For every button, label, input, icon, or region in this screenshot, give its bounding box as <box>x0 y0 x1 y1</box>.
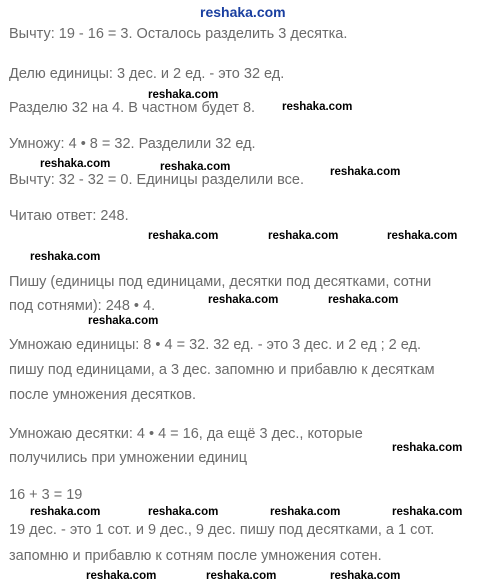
watermark: reshaka.com <box>88 315 159 327</box>
text-line: Умножаю десятки: 4 • 4 = 16, да ещё 3 дес., которые <box>9 426 363 442</box>
watermark: reshaka.com <box>268 230 339 242</box>
watermark: reshaka.com <box>208 294 279 306</box>
watermark: reshaka.com <box>148 230 219 242</box>
watermark: reshaka.com <box>40 158 111 170</box>
watermark: reshaka.com <box>148 89 219 101</box>
watermark: reshaka.com <box>30 506 101 518</box>
text-line: 16 + 3 = 19 <box>9 487 83 503</box>
text-line: Умножу: 4 • 8 = 32. Разделили 32 ед. <box>9 136 256 152</box>
watermark: reshaka.com <box>206 570 277 580</box>
text-line: после умножения десятков. <box>9 387 197 403</box>
watermark-header: reshaka.com <box>200 4 286 20</box>
text-line: Пишу (единицы под единицами, десятки под десятками, сотни <box>9 274 432 290</box>
text-line: пишу под единицами, а 3 дес. запомню и прибавлю к десяткам <box>9 362 435 378</box>
watermark: reshaka.com <box>160 161 231 173</box>
text-line: Вычту: 19 - 16 = 3. Осталось разделить 3 десятка. <box>9 26 348 42</box>
text-line: Разделю 32 на 4. В частном будет 8. <box>9 100 256 116</box>
watermark: reshaka.com <box>282 101 353 113</box>
text-line: 19 дес. - это 1 сот. и 9 дес., 9 дес. пишу под десятками, а 1 сот. <box>9 522 435 538</box>
watermark: reshaka.com <box>392 442 463 454</box>
watermark: reshaka.com <box>387 230 458 242</box>
text-line: Умножаю единицы: 8 • 4 = 32. 32 ед. - это 3 дес. и 2 ед ; 2 ед. <box>9 337 421 353</box>
watermark: reshaka.com <box>392 506 463 518</box>
watermark: reshaka.com <box>30 251 101 263</box>
text-line: под сотнями): 248 • 4. <box>9 298 156 314</box>
watermark: reshaka.com <box>330 570 401 580</box>
watermark: reshaka.com <box>148 506 219 518</box>
text-line: запомню и прибавлю к сотням после умножения сотен. <box>9 548 382 564</box>
text-line: Читаю ответ: 248. <box>9 208 129 224</box>
text-line: Вычту: 32 - 32 = 0. Единицы разделили все. <box>9 172 305 188</box>
text-line: получились при умножении единиц <box>9 450 248 466</box>
watermark: reshaka.com <box>270 506 341 518</box>
text-line: Делю единицы: 3 дес. и 2 ед. - это 32 ед. <box>9 66 285 82</box>
watermark: reshaka.com <box>330 166 401 178</box>
watermark: reshaka.com <box>86 570 157 580</box>
watermark: reshaka.com <box>328 294 399 306</box>
